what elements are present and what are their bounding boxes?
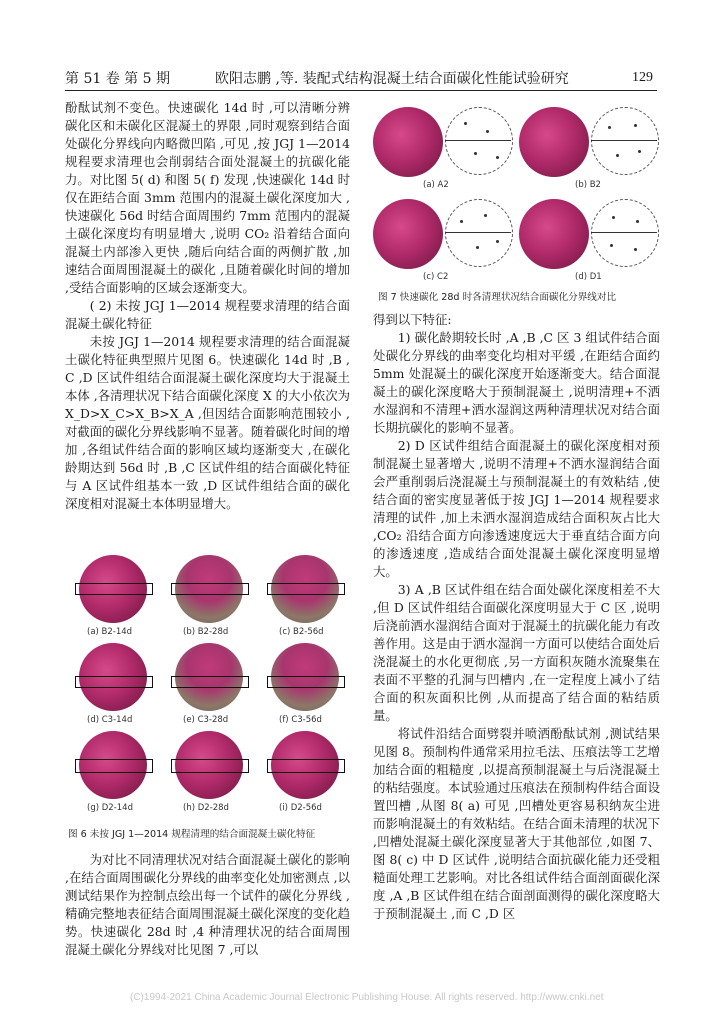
panel-label: (e) C3-28d	[183, 715, 229, 725]
joint-marker	[171, 676, 249, 688]
running-header	[65, 60, 657, 90]
journal-issue: 第 51 卷 第 5 期	[65, 71, 170, 87]
figure-6-panel-d	[65, 643, 161, 729]
panel-label: (d) D1	[575, 272, 602, 282]
figure-7-panel-b	[519, 103, 659, 189]
figure-6-caption: 图 6 未按 JGJ 1—2014 规程清理的结合面混凝土碳化特征	[68, 829, 316, 840]
figure-6-panel-f	[257, 643, 353, 729]
figure-7-caption: 图 7 快速碳化 28d 时各清理状况结合面碳化分界线对比	[378, 292, 617, 303]
specimen-photo	[519, 199, 589, 269]
boundary-sketch	[591, 199, 659, 267]
panel-label: (a) B2-14d	[87, 627, 133, 637]
panel-label: (c) B2-56d	[279, 627, 324, 637]
panel-label: (f) C3-56d	[279, 715, 322, 725]
paragraph: 1) 碳化龄期较长时 ,A ,B ,C 区 3 组试件结合面处碳化分界线的曲率变化均相对平缓 ,在距结合面约 5mm 处混凝土的碳化深度开始逐渐变大。结合面混凝土的碳化深度略大于预制混凝土 ,说明清理+不洒水湿润和不清理+洒水湿润这两种清理状况对结合面长期抗碳化的影响不显著。	[373, 330, 660, 435]
figure-6-panel-i	[257, 731, 353, 817]
section-heading: ( 2) 未按 JGJ 1—2014 规程要求清理的结合面混凝土碳化特征	[65, 298, 350, 331]
figure-7-panel-a	[373, 103, 513, 189]
figure-6-panel-a	[65, 555, 161, 641]
figure-6-panel-e	[161, 643, 257, 729]
joint-marker	[171, 583, 249, 595]
figure-7-panel-c	[373, 195, 513, 281]
joint-marker	[75, 759, 153, 773]
figure-7	[373, 103, 660, 283]
paragraph: 酚酞试剂不变色。快速碳化 14d 时 ,可以清晰分辨碳化区和未碳化区混凝土的界限 ,同时观察到结合面处碳化分界线向内略微凹陷 ,可见 ,按 JGJ 1—2014 规程要求清理也会削弱结合面处混凝土的抗碳化能力。对比图 5( d) 和图 5( f) 发现 ,快速碳化 14d 时仅在距结合面 3mm 范围内的混凝土碳化深度加大 ,快速碳化 56d 时结合面周围约 7mm 范围内的混凝土碳化深度均有明显增大 ,说明 CO₂ 沿着结合面向混凝土内部渗入更快 ,随后向结合面的两侧扩散 ,加速结合面周围混凝土的碳化 ,且随着碳化时间的增加 ,受结合面影响的区域会逐渐变大。	[65, 100, 350, 295]
boundary-sketch	[445, 107, 513, 175]
boundary-sketch	[445, 199, 513, 267]
watermark: (C)1994-2021 China Academic Journal Electronic Publishing House. All rights reserved. http://www.cnki.net	[130, 992, 604, 1003]
left-column-bottom	[65, 851, 350, 959]
paragraph: 2) D 区试件组结合面混凝土的碳化深度相对预制混凝土显著增大 ,说明不清理+不洒水湿润结合面会严重削弱后浇混凝土与预制混凝土的有效粘结 ,使结合面的密实度显著低于按 JGJ 1—2014 规程要求清理的试件 ,加上未洒水湿润造成结合面积灰占比大 ,CO₂ 沿结合面方向渗透速度远大于垂直结合面方向的渗透速度 ,造成结合面处混凝土碳化深度明显增大。	[373, 438, 660, 579]
joint-line	[445, 232, 511, 233]
joint-line	[445, 140, 511, 141]
specimen-photo	[519, 107, 589, 177]
panel-label: (a) A2	[423, 180, 449, 190]
paragraph: 将试件沿结合面劈裂并喷洒酚酞试剂 ,测试结果见图 8。预制构件通常采用拉毛法、压痕法等工艺增加结合面的粗糙度 ,以提高预制混凝土与后浇混凝土的粘结强度。本试验通过压痕法在预制构件结合面设置凹槽 ,从图 8( a) 可见 ,凹槽处更容易积纳灰尘进而影响混凝土的有效粘结。在结合面未清理的状况下 ,凹槽处混凝土碳化深度显著大于其他部位 ,如图 7、图 8( c) 中 D 区试件 ,说明结合面抗碳化能力还受粗糙面处理工艺影响。对比各组试件结合面剖面碳化深度 ,A ,B 区试件组在结合面剖面测得的碳化深度略大于预制混凝土 ,而 C ,D 区	[373, 726, 660, 921]
left-column-top	[65, 99, 350, 513]
paragraph: 3) A ,B 区试件组在结合面处碳化深度相差不大 ,但 D 区试件组结合面碳化深度明显大于 C 区 ,说明后浇前洒水湿润结合面对于混凝土的抗碳化能力有改善作用。这是由于洒水湿润一方面可以使结合面处后浇混凝土的水化更彻底 ,另一方面积灰随水流聚集在表面不平整的孔洞与凹槽内 ,在一定程度上减小了结合面的积灰面积比例 ,从而提高了结合面的粘结质量。	[373, 582, 660, 723]
figure-6-panel-g	[65, 731, 161, 817]
panel-label: (b) B2	[575, 180, 601, 190]
figure-6-panel-b	[161, 555, 257, 641]
specimen-photo	[373, 199, 443, 269]
joint-marker	[75, 676, 153, 688]
joint-marker	[267, 583, 345, 595]
panel-label: (c) C2	[423, 272, 449, 282]
panel-label: (d) C3-14d	[87, 715, 133, 725]
panel-label: (h) D2-28d	[183, 803, 229, 813]
joint-line	[591, 232, 657, 233]
article-title: 欧阳志鹏 ,等. 装配式结构混凝土结合面碳化性能试验研究	[215, 71, 569, 87]
joint-marker	[267, 676, 345, 688]
page-number: 129	[632, 70, 653, 85]
header-rule	[65, 90, 657, 91]
joint-line	[591, 140, 657, 141]
boundary-sketch	[591, 107, 659, 175]
specimen-photo	[373, 107, 443, 177]
panel-label: (i) D2-56d	[279, 803, 322, 813]
right-column	[373, 311, 660, 923]
figure-6	[65, 555, 353, 817]
panel-label: (b) B2-28d	[183, 627, 229, 637]
joint-marker	[171, 759, 249, 773]
figure-6-panel-h	[161, 731, 257, 817]
joint-marker	[267, 759, 345, 773]
paragraph: 为对比不同清理状况对结合面混凝土碳化的影响 ,在结合面周围碳化分界线的曲率变化处加密测点 ,以测试结果作为控制点绘出每一个试件的碳化分界线 ,精确完整地表征结合面周围混凝土碳化深度的变化趋势。快速碳化 28d 时 ,4 种清理状况的结合面周围混凝土碳化分界线对比见图 7 ,可以	[65, 852, 350, 957]
figure-7-panel-d	[519, 195, 659, 281]
panel-label: (g) D2-14d	[87, 803, 133, 813]
paragraph: 未按 JGJ 1—2014 规程要求清理的结合面混凝土碳化特征典型照片见图 6。快速碳化 14d 时 ,B , C ,D 区试件组结合面混凝土碳化深度均大于混凝土本体 ,各清理状况下结合面碳化深度 X 的大小依次为 X_D>X_C>X_B>X_A ,但因结合面影响范围较小 ,对截面的碳化分界线影响不显著。随着碳化时间的增加 ,各组试件结合面的影响区域均逐渐变大 ,在碳化龄期达到 56d 时 ,B ,C 区试件组的结合面碳化特征与 A 区试件组基本一致 ,D 区试件组结合面的碳化深度相对混凝土本体明显增大。	[65, 334, 350, 511]
figure-6-panel-c	[257, 555, 353, 641]
paragraph: 得到以下特征:	[373, 312, 452, 327]
joint-marker	[75, 583, 153, 595]
